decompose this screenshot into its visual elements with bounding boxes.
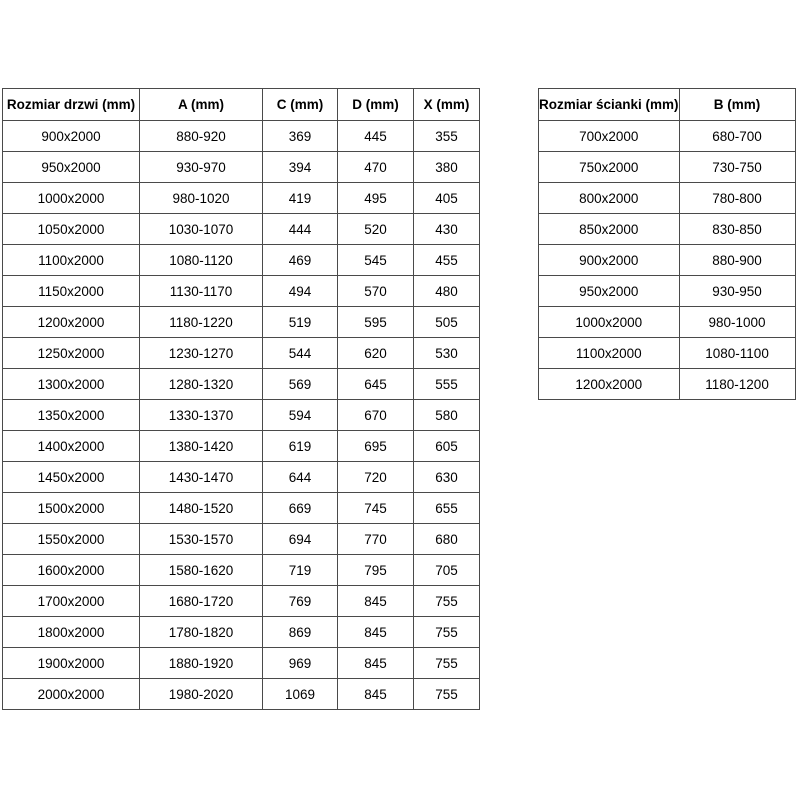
table-cell: 695	[338, 431, 414, 462]
table-cell: 1000x2000	[539, 307, 680, 338]
table-cell: 1030-1070	[140, 214, 263, 245]
column-header: X (mm)	[414, 89, 480, 121]
table-cell: 1800x2000	[3, 617, 140, 648]
table-row	[3, 555, 480, 586]
table-cell: 670	[338, 400, 414, 431]
table-cell: 1050x2000	[3, 214, 140, 245]
table-cell: 1700x2000	[3, 586, 140, 617]
table-cell: 1450x2000	[3, 462, 140, 493]
table-cell: 950x2000	[539, 276, 680, 307]
table-cell: 770	[338, 524, 414, 555]
table-cell: 1980-2020	[140, 679, 263, 710]
table-cell: 694	[263, 524, 338, 555]
table-cell: 669	[263, 493, 338, 524]
table-row	[3, 276, 480, 307]
table-cell: 700x2000	[539, 121, 680, 152]
table-cell: 455	[414, 245, 480, 276]
table-cell: 469	[263, 245, 338, 276]
table-cell: 795	[338, 555, 414, 586]
column-header: Rozmiar drzwi (mm)	[3, 89, 140, 121]
table-cell: 1180-1200	[679, 369, 795, 400]
table-cell: 1550x2000	[3, 524, 140, 555]
table-cell: 1200x2000	[539, 369, 680, 400]
table-cell: 430	[414, 214, 480, 245]
table-cell: 845	[338, 648, 414, 679]
table-row	[3, 524, 480, 555]
wall-size-table	[538, 88, 796, 400]
table-cell: 1080-1120	[140, 245, 263, 276]
table-cell: 845	[338, 586, 414, 617]
table-cell: 845	[338, 617, 414, 648]
table-cell: 1330-1370	[140, 400, 263, 431]
table-row	[3, 431, 480, 462]
table-row	[539, 245, 796, 276]
table-cell: 369	[263, 121, 338, 152]
table-cell: 644	[263, 462, 338, 493]
table-cell: 680-700	[679, 121, 795, 152]
table-cell: 494	[263, 276, 338, 307]
table-row	[3, 648, 480, 679]
column-header: Rozmiar ścianki (mm)	[539, 89, 680, 121]
table-cell: 570	[338, 276, 414, 307]
table-cell: 444	[263, 214, 338, 245]
table-cell: 445	[338, 121, 414, 152]
table-cell: 1180-1220	[140, 307, 263, 338]
table-row	[539, 307, 796, 338]
table-cell: 730-750	[679, 152, 795, 183]
table-cell: 755	[414, 679, 480, 710]
table-cell: 1680-1720	[140, 586, 263, 617]
table-cell: 1300x2000	[3, 369, 140, 400]
table-cell: 619	[263, 431, 338, 462]
table-cell: 595	[338, 307, 414, 338]
table-cell: 545	[338, 245, 414, 276]
header-row	[3, 89, 480, 121]
table-cell: 380	[414, 152, 480, 183]
table-row	[3, 617, 480, 648]
table-cell: 1400x2000	[3, 431, 140, 462]
table-row	[3, 121, 480, 152]
table-cell: 750x2000	[539, 152, 680, 183]
table-cell: 1600x2000	[3, 555, 140, 586]
table-cell: 1280-1320	[140, 369, 263, 400]
table-row	[539, 183, 796, 214]
table-cell: 950x2000	[3, 152, 140, 183]
table-row	[3, 586, 480, 617]
table-row	[3, 152, 480, 183]
table-cell: 419	[263, 183, 338, 214]
table-cell: 495	[338, 183, 414, 214]
table-cell: 519	[263, 307, 338, 338]
column-header: D (mm)	[338, 89, 414, 121]
table-cell: 620	[338, 338, 414, 369]
table-cell: 1250x2000	[3, 338, 140, 369]
table-cell: 850x2000	[539, 214, 680, 245]
table-cell: 1150x2000	[3, 276, 140, 307]
column-header: B (mm)	[679, 89, 795, 121]
table-cell: 900x2000	[539, 245, 680, 276]
table-row	[3, 245, 480, 276]
table-row	[3, 307, 480, 338]
table-cell: 394	[263, 152, 338, 183]
table-cell: 580	[414, 400, 480, 431]
table-cell: 1380-1420	[140, 431, 263, 462]
table-cell: 645	[338, 369, 414, 400]
table-cell: 845	[338, 679, 414, 710]
table-cell: 719	[263, 555, 338, 586]
header-row	[539, 89, 796, 121]
table-cell: 1350x2000	[3, 400, 140, 431]
table-cell: 1780-1820	[140, 617, 263, 648]
table-cell: 1480-1520	[140, 493, 263, 524]
table-cell: 405	[414, 183, 480, 214]
table-cell: 505	[414, 307, 480, 338]
table-cell: 655	[414, 493, 480, 524]
table-cell: 720	[338, 462, 414, 493]
table-row	[3, 338, 480, 369]
table-cell: 530	[414, 338, 480, 369]
table-row	[3, 369, 480, 400]
table-cell: 1080-1100	[679, 338, 795, 369]
table-row	[539, 369, 796, 400]
table-row	[3, 183, 480, 214]
table-row	[3, 214, 480, 245]
table-cell: 705	[414, 555, 480, 586]
table-cell: 880-920	[140, 121, 263, 152]
table-row	[539, 152, 796, 183]
table-cell: 780-800	[679, 183, 795, 214]
table-cell: 1100x2000	[3, 245, 140, 276]
table-cell: 1100x2000	[539, 338, 680, 369]
table-cell: 745	[338, 493, 414, 524]
table-row	[539, 338, 796, 369]
table-cell: 880-900	[679, 245, 795, 276]
table-cell: 630	[414, 462, 480, 493]
table-cell: 980-1000	[679, 307, 795, 338]
table-cell: 2000x2000	[3, 679, 140, 710]
column-header: A (mm)	[140, 89, 263, 121]
column-header: C (mm)	[263, 89, 338, 121]
table-cell: 1069	[263, 679, 338, 710]
table-cell: 1880-1920	[140, 648, 263, 679]
table-cell: 980-1020	[140, 183, 263, 214]
table-cell: 969	[263, 648, 338, 679]
table-cell: 830-850	[679, 214, 795, 245]
table-cell: 1200x2000	[3, 307, 140, 338]
table-row	[3, 400, 480, 431]
table-cell: 1580-1620	[140, 555, 263, 586]
table-cell: 680	[414, 524, 480, 555]
table-cell: 900x2000	[3, 121, 140, 152]
table-row	[539, 214, 796, 245]
table-cell: 1900x2000	[3, 648, 140, 679]
table-cell: 755	[414, 648, 480, 679]
table-cell: 930-970	[140, 152, 263, 183]
table-cell: 755	[414, 586, 480, 617]
door-size-table	[2, 88, 480, 710]
table-cell: 355	[414, 121, 480, 152]
table-row	[3, 462, 480, 493]
table-cell: 470	[338, 152, 414, 183]
table-cell: 544	[263, 338, 338, 369]
table-cell: 930-950	[679, 276, 795, 307]
table-cell: 769	[263, 586, 338, 617]
table-cell: 1130-1170	[140, 276, 263, 307]
table-cell: 1500x2000	[3, 493, 140, 524]
table-row	[539, 276, 796, 307]
table-row	[3, 493, 480, 524]
table-cell: 594	[263, 400, 338, 431]
table-cell: 1530-1570	[140, 524, 263, 555]
table-cell: 1430-1470	[140, 462, 263, 493]
table-row	[3, 679, 480, 710]
table-cell: 1230-1270	[140, 338, 263, 369]
table-cell: 605	[414, 431, 480, 462]
table-cell: 1000x2000	[3, 183, 140, 214]
table-row	[539, 121, 796, 152]
table-cell: 869	[263, 617, 338, 648]
table-cell: 800x2000	[539, 183, 680, 214]
table-cell: 569	[263, 369, 338, 400]
table-cell: 480	[414, 276, 480, 307]
table-cell: 755	[414, 617, 480, 648]
table-cell: 520	[338, 214, 414, 245]
table-cell: 555	[414, 369, 480, 400]
